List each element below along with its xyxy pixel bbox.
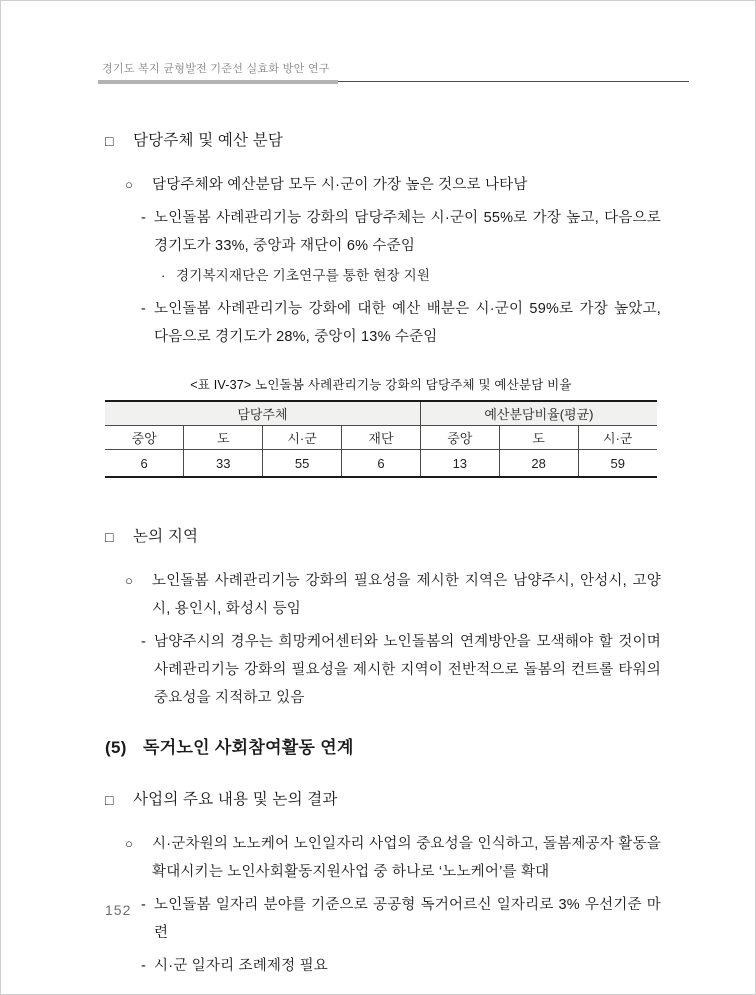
business-detail-1: [1, 891, 661, 947]
table-cell: 55: [263, 450, 342, 478]
heading-business-label: 사업의 주요 내용 및 논의 결과: [133, 791, 338, 808]
section5-heading: [1, 734, 661, 762]
budget-detail-1: [1, 204, 661, 260]
budget-note-1-text: 경기복지재단은 기초연구를 통한 현장 지원: [176, 268, 431, 283]
budget-detail-1-text: 노인돌봄 사례관리기능 강화의 담당주체는 시·군이 55%로 가장 높고, 다음으로 경기도가 33%, 중앙과 재단이 6% 수준임: [154, 210, 661, 254]
circle-bullet-icon: ○: [125, 836, 134, 851]
dash-bullet-icon: -: [141, 958, 147, 974]
table-column-header: 중앙: [105, 426, 184, 450]
table-column-header: 도: [499, 426, 578, 450]
dash-bullet-icon: -: [141, 897, 147, 913]
page-number: 152: [105, 902, 132, 918]
table-group-header-row: [105, 401, 657, 426]
heading-region-label: 논의 지역: [133, 528, 199, 545]
running-header: [98, 61, 689, 82]
table-cell: 28: [499, 450, 578, 478]
table-cell: 6: [105, 450, 184, 478]
business-detail-2-text: 시·군 일자리 조례제정 필요: [154, 958, 328, 974]
page-body: [1, 127, 755, 980]
section5-title: 독거노인 사회참여활동 연계: [143, 738, 354, 757]
dash-bullet-icon: -: [141, 634, 147, 650]
heading-business: [1, 786, 661, 814]
table-column-header: 재단: [342, 426, 421, 450]
table-cell: 6: [342, 450, 421, 478]
dash-bullet-icon: -: [141, 301, 147, 317]
business-detail-1-text: 노인돌봄 일자리 분야를 기준으로 공공형 독거어르신 일자리로 3% 우선기준 마련: [154, 897, 661, 941]
circle-bullet-icon: ○: [125, 573, 134, 588]
business-detail-2: [1, 952, 661, 980]
circle-bullet-icon: ○: [125, 177, 134, 192]
heading-region: [1, 523, 661, 551]
table-column-header: 시·군: [263, 426, 342, 450]
region-point-text: 노인돌봄 사례관리기능 강화의 필요성을 제시한 지역은 남양주시, 안성시, 고양시, 용인시, 화성시 등임: [152, 573, 661, 617]
budget-point: [1, 171, 661, 199]
budget-detail-2-text: 노인돌봄 사례관리기능 강화에 대한 예산 배분은 시·군이 59%로 가장 높았고, 다음으로 경기도가 28%, 중앙이 13% 수준임: [154, 301, 661, 345]
budget-share-table: [105, 400, 657, 478]
region-detail-1-text: 남양주시의 경우는 희망케어센터와 노인돌봄의 연계방안을 모색해야 할 것이며 사례관리기능 강화의 필요성을 제시한 지역이 전반적으로 돌봄의 컨트롤 타워의 중요성을 지적하고 있음: [154, 634, 661, 706]
table-column-header-row: [105, 426, 657, 450]
table-caption: <표 IV-37> 노인돌봄 사례관리기능 강화의 담당주체 및 예산분담 비율: [190, 378, 572, 392]
region-detail-1: [1, 628, 661, 712]
table-cell: 59: [578, 450, 657, 478]
business-point-text: 시·군차원의 노노케어 노인일자리 사업의 중요성을 인식하고, 돌봄제공자 활동을 확대시키는 노인사회활동지원사업 중 하나로 ‘노노케어’를 확대: [152, 836, 661, 880]
dot-bullet-icon: ·: [161, 268, 166, 283]
budget-note-1: [1, 262, 661, 290]
table-column-header: 중앙: [420, 426, 499, 450]
budget-point-text: 담당주체와 예산분담 모두 시·군이 가장 높은 것으로 나타남: [152, 177, 528, 193]
table-group-header: 담당주체: [105, 401, 420, 426]
table-cell: 13: [420, 450, 499, 478]
table-value-row: [105, 450, 657, 478]
square-bullet-icon: □: [105, 792, 114, 808]
dash-bullet-icon: -: [141, 210, 147, 226]
budget-detail-2: [1, 295, 661, 351]
heading-budget: [1, 127, 661, 155]
section5-number: (5): [105, 738, 127, 757]
table-column-header: 시·군: [578, 426, 657, 450]
running-header-title: 경기도 복지 균형발전 기준선 실효화 방안 연구: [98, 62, 338, 84]
table-group-header: 예산분담비율(평균): [420, 401, 657, 426]
table-cell: 33: [184, 450, 263, 478]
square-bullet-icon: □: [105, 529, 114, 545]
square-bullet-icon: □: [105, 133, 114, 149]
business-point: [1, 830, 661, 886]
heading-budget-label: 담당주체 및 예산 분담: [133, 132, 284, 149]
table-column-header: 도: [184, 426, 263, 450]
region-point: [1, 567, 661, 623]
